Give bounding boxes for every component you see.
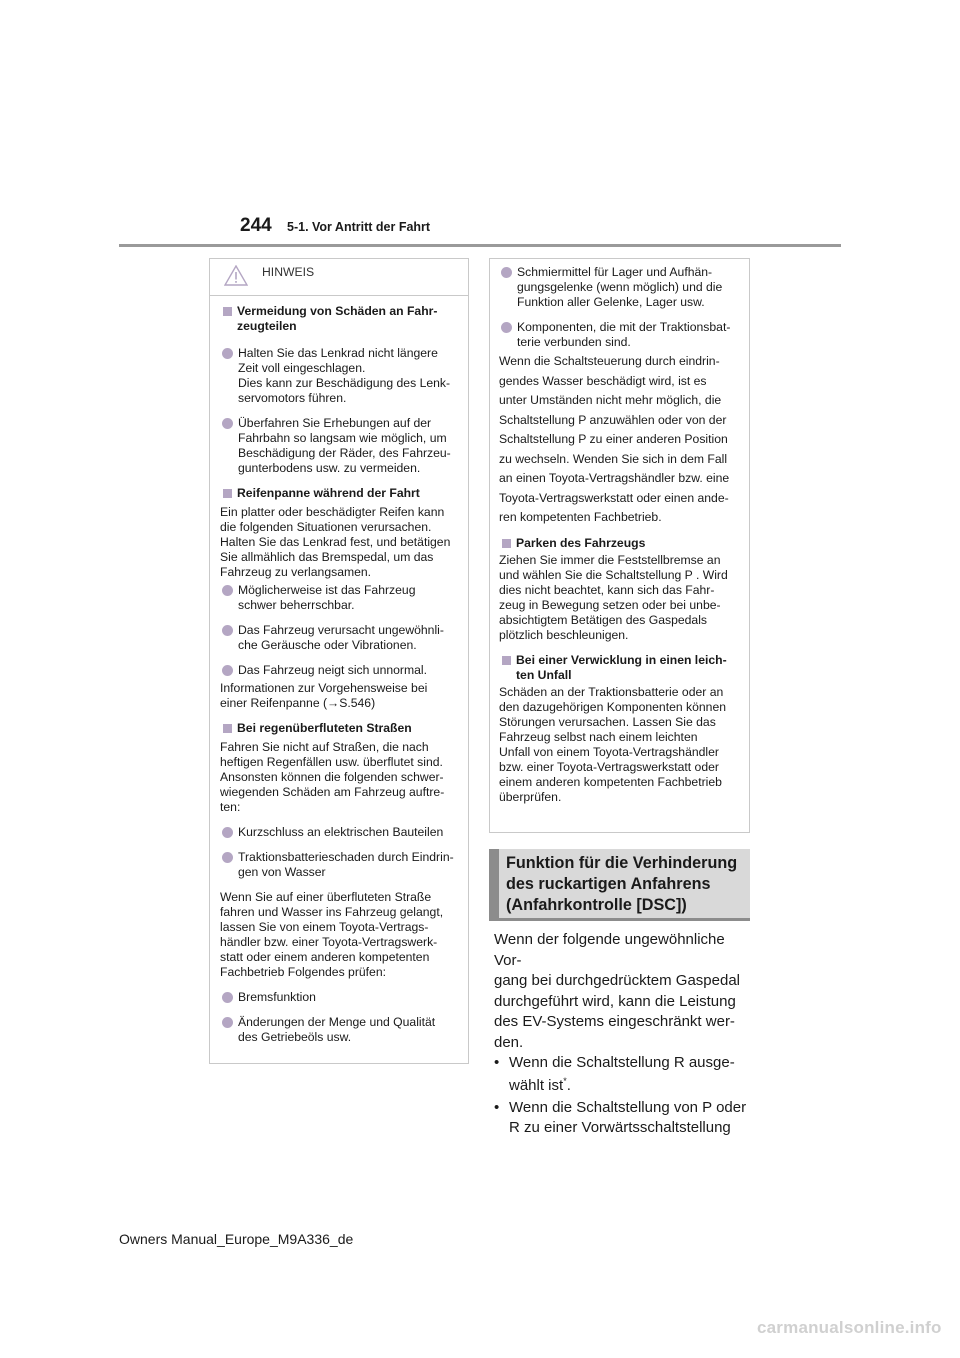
bullet-item: Das Fahrzeug verursacht ungewöhnli- che Geräusche oder Vibrationen. — [220, 623, 458, 653]
round-bullet-icon — [222, 348, 233, 359]
body-line: durchgeführt wird, kann die Leistung — [494, 992, 736, 1010]
notice-label: HINWEIS — [262, 265, 315, 279]
paragraph: Schäden an der Traktionsbatterie oder an den dazugehörigen Komponenten können Störungen verursachen. Lassen Sie das Fahrzeug selbst nach einem leichten Unfall von einem Toyota-Vertragshändler bzw. einer Toyota-Vertragswerkstatt oder einem anderen kompetenten Fachbetrieb überprüfen. — [499, 684, 727, 804]
bullet-dot-icon: • — [494, 1054, 500, 1071]
square-bullet-icon — [223, 724, 232, 733]
section-heading-puncture: Reifenpanne während der Fahrt — [220, 486, 458, 501]
list-item: • Wenn die Schaltstellung R ausge- wählt ist*. — [494, 1054, 735, 1094]
body-line: gang bei durchgedrücktem Gaspedal — [494, 972, 740, 989]
square-bullet-icon — [502, 656, 511, 665]
round-bullet-icon — [222, 1017, 233, 1028]
round-bullet-icon — [501, 322, 512, 333]
round-bullet-icon — [222, 827, 233, 838]
bullet-item: Kurzschluss an elektrischen Bauteilen — [220, 825, 458, 840]
body-line: Wenn der folgende ungewöhnliche Vor- — [494, 931, 725, 969]
round-bullet-icon — [222, 625, 233, 636]
body-line: des EV-Systems eingeschränkt wer- — [494, 1013, 735, 1030]
bullet-dot-icon: • — [494, 1098, 500, 1116]
bullet-item: Schmiermittel für Lager und Aufhän- gungsgelenke (wenn möglich) und die Funktion aller Gelenke, Lager usw. — [499, 265, 740, 310]
page-number: 244 — [240, 215, 272, 236]
banner-accent-bar — [489, 849, 499, 918]
section-heading-flooded: Bei regenüberfluteten Straßen — [220, 721, 458, 736]
round-bullet-icon — [222, 992, 233, 1003]
paragraph-reference: Informationen zur Vorgehensweise bei einer Reifenpanne (→S.546) — [220, 681, 428, 710]
list-item: • Wenn die Schaltstellung von P oder R zu einer Vorwärtsschaltstellung — [494, 1098, 747, 1136]
body-line: den. — [494, 1033, 524, 1051]
bullet-item: Möglicherweise ist das Fahrzeug schwer beherrschbar. — [220, 583, 458, 613]
notice-header — [210, 259, 468, 296]
section-title: Funktion für die Verhinderung des ruckartigen Anfahrens (Anfahrkontrolle [DSC]) — [506, 854, 738, 914]
bullet-item: Bremsfunktion — [220, 990, 458, 1005]
footer-text: Owners Manual_Europe_M9A336_de — [119, 1231, 354, 1247]
square-bullet-icon — [502, 539, 511, 548]
paragraph: Wenn Sie auf einer überfluteten Straße fahren und Wasser ins Fahrzeug gelangt, lassen Sie von einem Toyota-Vertrags- händler bzw. einer Toyota-Vertragswerk- statt oder einem anderen kompetenten Fachbetrieb Folgendes prüfen: — [220, 890, 444, 979]
round-bullet-icon — [222, 418, 233, 429]
paragraph: Wenn die Schaltsteuerung durch eindrin- gendes Wasser beschädigt wird, ist es unter Umständen nicht mehr möglich, die Schaltstellung P anzuwählen oder von der Schaltstellung P zu einer anderen Position zu wechseln. Wenden Sie sich in dem Fall an einen Toyota-Vertragshändler bzw. eine Toyota-Vertragswerkstatt oder einen ande- ren kompetenten Fachbetrieb. — [499, 354, 730, 524]
bullet-item: Halten Sie das Lenkrad nicht längere Zeit voll eingeschlagen. Dies kann zur Beschädigung des Lenk- servomotors führen. — [220, 346, 458, 406]
paragraph: Fahren Sie nicht auf Straßen, die nach heftigen Regenfällen usw. überflutet sind. Ansonsten können die folgenden schwer- wiegenden Schäden am Fahrzeug auftre- ten: — [220, 740, 445, 814]
bullet-item: Traktionsbatterieschaden durch Eindrin- gen von Wasser — [220, 850, 458, 880]
footnote-mark: * — [563, 1075, 567, 1086]
section-heading-accident: Bei einer Verwicklung in einen leich- ten Unfall — [499, 653, 740, 683]
warning-triangle-icon — [224, 265, 248, 290]
bullet-item: Komponenten, die mit der Traktionsbat- terie verbunden sind. — [499, 320, 740, 350]
paragraph: Ziehen Sie immer die Feststellbremse an und wählen Sie die Schaltstellung P . Wird dies nicht beachtet, kann sich das Fahr- zeug in Bewegung setzen oder bei unbe- absichtigtem Betätigen des Gaspedals plötzlich beschleunigen. — [499, 552, 728, 642]
bullet-item: Das Fahrzeug neigt sich unnormal. — [220, 663, 458, 678]
chapter-title: 5-1. Vor Antritt der Fahrt — [287, 220, 431, 234]
section-heading-parking: Parken des Fahrzeugs — [499, 536, 740, 551]
section-body — [494, 930, 756, 1139]
round-bullet-icon — [501, 267, 512, 278]
round-bullet-icon — [222, 852, 233, 863]
bullet-item: Überfahren Sie Erhebungen auf der Fahrbahn so langsam wie möglich, um Beschädigung der Räder, des Fahrzeu- gunterbodens usw. zu vermeiden. — [220, 416, 458, 476]
notice-box-continued — [489, 258, 750, 833]
round-bullet-icon — [222, 665, 233, 676]
paragraph: Ein platter oder beschädigter Reifen kann die folgenden Situationen verursachen. Halten Sie das Lenkrad fest, und betätigen Sie allmählich das Bremspedal, um das Fahrzeug zu verlangsamen. — [220, 505, 451, 579]
bullet-item: Änderungen der Menge und Qualität des Getriebeöls usw. — [220, 1015, 458, 1045]
round-bullet-icon — [222, 585, 233, 596]
section-banner — [489, 849, 750, 921]
square-bullet-icon — [223, 307, 232, 316]
watermark: carmanualsonline.info — [757, 1318, 942, 1337]
section-heading-damage: Vermeidung von Schäden an Fahr- zeugteilen — [220, 304, 458, 334]
header-rule — [119, 244, 841, 247]
square-bullet-icon — [223, 489, 232, 498]
notice-box — [209, 258, 469, 1064]
